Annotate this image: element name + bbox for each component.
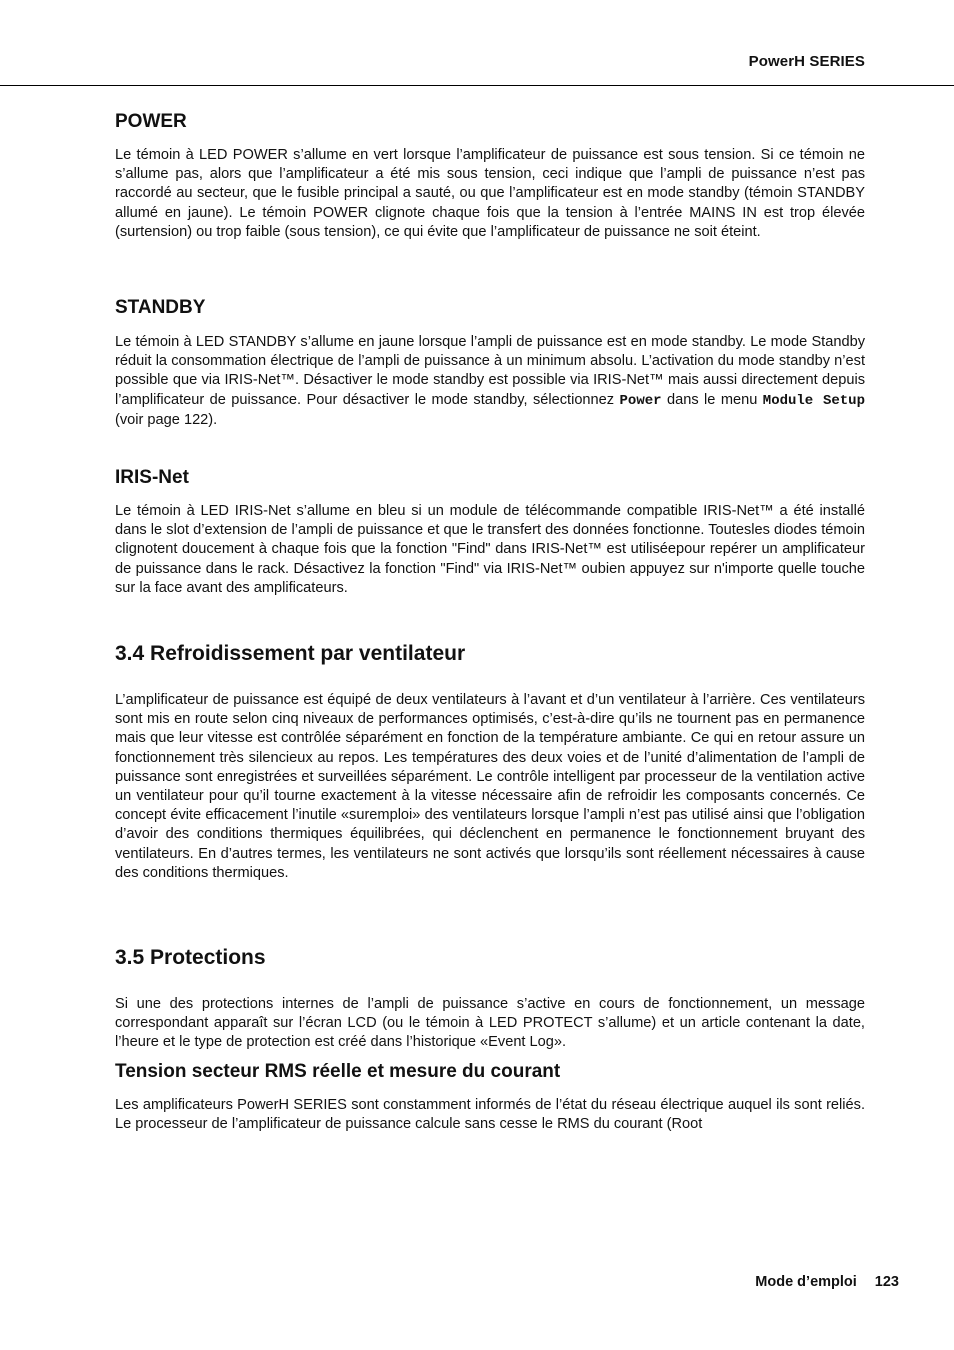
- paragraph-protections: Si une des protections internes de l’ampli de puissance s’active en cours de fonctionnement, un message correspondant apparaît sur l’écran LCD (ou le témoin à LED PROTECT s’allume) et un article contenant la date, l’heure et le type de protection est créé dans l’historique «Event Log».: [115, 996, 865, 1051]
- standby-text-after: (voir page 122).: [115, 411, 218, 428]
- heading-section-3-5: 3.5 Protections: [115, 946, 266, 969]
- code-power: Power: [619, 392, 662, 409]
- footer-label: Mode d’emploi: [755, 1274, 857, 1290]
- heading-iris-net: IRIS-Net: [115, 467, 189, 488]
- paragraph-standby: [115, 333, 865, 430]
- code-module-setup: Module Setup: [762, 392, 865, 409]
- page-number: 123: [874, 1274, 899, 1290]
- paragraph-cooling: L’amplificateur de puissance est équipé de deux ventilateurs à l’avant et d’un ventilateur à l’arrière. Ces ventilateurs sont mis en route selon cinq niveaux de performances optimisés, c’est-à-dire qu’ils ne tournent pas en permanence mais que leur vitesse est contrôlée séparément en fonction de la température ambiante. Ce qui en retour assure un fonctionnement très silencieux au repos. Les températures des deux voies et de l’unité d’alimentation de l’ampli de puissance sont enregistrées et surveillées séparément. Le contrôle intelligent par processeur de la ventilation active un ventilateur pour qu’il tourne exactement à la vitesse nécessaire afin de refroidir les composants concernés. Ce concept évite efficacement l’inutile «suremploi» des ventilateurs lorsque l’ampli n’est pas utilisé ainsi que l’obligation d’avoir des conditions thermiques équilibrées, qui déclenchent en permanence le fonctionnement bruyant des ventilateurs. En d’autres termes, les ventilateurs ne sont activés que lorsqu’ils sont réellement nécessaires à cause des conditions thermiques.: [115, 692, 865, 881]
- heading-tension: Tension secteur RMS réelle et mesure du courant: [115, 1061, 561, 1082]
- heading-section-3-4: 3.4 Refroidissement par ventilateur: [115, 642, 466, 665]
- paragraph-power: Le témoin à LED POWER s’allume en vert lorsque l’amplificateur de puissance est sous tension. Si ce témoin ne s’allume pas, alors que l’amplificateur a été mis sous tension, ceci indique que l’ampli de puissance n’est pas raccordé au secteur, que le fusible principal a sauté, ou que l’amplificateur est en mode standby (témoin STANDBY allumé en jaune). Le témoin POWER clignote chaque fois que la tension à l’entrée MAINS IN est trop élevée (surtension) ou trop faible (sous tension), ce qui évite que l’amplificateur de puissance ne soit éteint.: [115, 147, 865, 240]
- heading-standby: STANDBY: [115, 297, 206, 318]
- header-rule: [0, 85, 954, 86]
- running-header-title: PowerH SERIES: [748, 53, 865, 70]
- standby-text-before: Le témoin à LED STANDBY s’allume en jaune lorsque l’ampli de puissance est en mode standby. Le mode Standby réduit la consommation électrique de l’ampli de puissance à un minimum absolu. L’activation du mode standby n’est possible que via IRIS-Net™. Désactiver le mode standby est possible via IRIS-Net™ mais aussi directement depuis l’amplificateur de puissance. Pour désactiver le mode standby, sélectionnez: [115, 334, 865, 408]
- paragraph-iris-net: Le témoin à LED IRIS-Net s’allume en bleu si un module de télécommande compatible IRIS-Net™ a été installé dans le slot d’extension de l’ampli de puissance et que le transfert des données fonctionne. Toutesles diodes témoin clignotent doucement à chaque fois que la fonction "Find" dans IRIS-Net™ est utiliséepour repérer un amplificateur de puissance dans le rack. Désactivez la fonction "Find" via IRIS-Net™ oubien appuyez sur n'importe quelle touche sur la face avant des amplificateurs.: [115, 503, 865, 596]
- heading-power: POWER: [115, 111, 187, 132]
- standby-text-middle: dans le menu: [666, 391, 758, 408]
- page-footer: [755, 1274, 899, 1290]
- paragraph-tension: Les amplificateurs PowerH SERIES sont constamment informés de l’état du réseau électrique auquel ils sont reliés. Le processeur de l’amplificateur de puissance calcule sans cesse le RMS du courant (Root: [115, 1097, 865, 1133]
